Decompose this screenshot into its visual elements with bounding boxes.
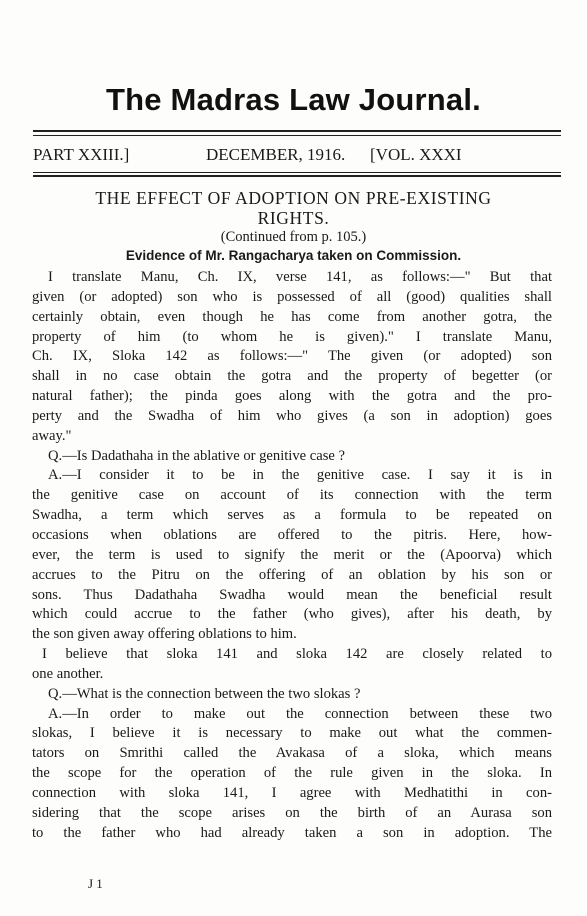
body-line: one another. (32, 665, 104, 682)
journal-masthead: The Madras Law Journal. (106, 82, 481, 117)
body-line: tators on Smrithi called the Avakasa of a sloka, which means (32, 745, 552, 762)
body-line: sidering that the scope arises on the birth of an Aurasa son (32, 804, 552, 821)
body-line: which could accrue to the father (who gives), after his death, by (32, 606, 552, 623)
body-line: given (or adopted) son who is possessed of all (good) qualities shall (32, 288, 552, 305)
body-line: I translate Manu, Ch. IX, verse 141, as follows:—" But that (48, 269, 552, 285)
body-line: property of him (to whom he is given)." I translate Manu, (32, 328, 552, 345)
masthead-rule-top (33, 130, 561, 132)
folio-mark: J 1 (88, 876, 103, 891)
body-line: Ch. IX, Sloka 142 as follows:—" The given (or adopted) son (32, 348, 552, 365)
masthead-rule-bottom (33, 135, 561, 136)
body-line: Swadha, a term which serves as a formula to be repeated on (32, 507, 552, 524)
body-line: the genitive case on account of its connection with the term (32, 487, 552, 504)
body-line: A.—I consider it to be in the genitive case. I say it is in (48, 467, 552, 484)
body-line: certainly obtain, even though he has come from another gotra, the (32, 308, 552, 325)
article-body (32, 268, 552, 843)
body-line: A.—In order to make out the connection between these two (48, 705, 552, 722)
body-line: Q.—What is the connection between the two slokas ? (48, 685, 361, 702)
body-line: connection with sloka 141, I agree with Medhatithi in con- (32, 784, 552, 801)
body-line: natural father); the pinda goes along with the gotra and the pro- (32, 388, 552, 405)
body-line: ever, the term is used to signify the merit or the (Apoorva) which (32, 546, 552, 563)
article-title: THE EFFECT OF ADOPTION ON PRE-EXISTING (95, 188, 492, 208)
body-line: the son given away offering oblations to him. (32, 626, 297, 643)
body-line: to the father who had already taken a son in adoption. The (32, 824, 552, 841)
header-rule-top (33, 172, 561, 173)
body-line: slokas, I believe it is necessary to make out what the commen- (32, 725, 552, 742)
header-rule-bottom (33, 175, 561, 177)
body-line: sons. Thus Dadathaha Swadha would mean the beneficial result (32, 586, 552, 603)
body-line: I believe that sloka 141 and sloka 142 are closely related to (42, 646, 552, 663)
body-line: shall in no case obtain the gotra and the property of begetter (or (32, 368, 552, 385)
body-line: away." (32, 427, 72, 444)
continued-note: (Continued from p. 105.) (220, 229, 367, 245)
issue-date: DECEMBER, 1916. (206, 145, 346, 164)
article-title-cont: RIGHTS. (257, 208, 330, 228)
issue-volume: [VOL. XXXI (370, 145, 462, 164)
section-heading: Evidence of Mr. Rangacharya taken on Commission. (125, 248, 462, 263)
issue-part: PART XXIII.] (33, 145, 130, 164)
body-line: the scope for the operation of the rule given in the sloka. In (32, 765, 552, 782)
body-line: accrues to the Pitru on the offering of an oblation by his son or (32, 566, 552, 583)
body-line: occasions when oblations are offered to the pitris. Here, how- (32, 526, 552, 543)
body-line: perty and the Swadha of him who gives (a son in adoption) goes (32, 407, 552, 424)
body-line: Q.—Is Dadathaha in the ablative or genitive case ? (48, 447, 346, 464)
